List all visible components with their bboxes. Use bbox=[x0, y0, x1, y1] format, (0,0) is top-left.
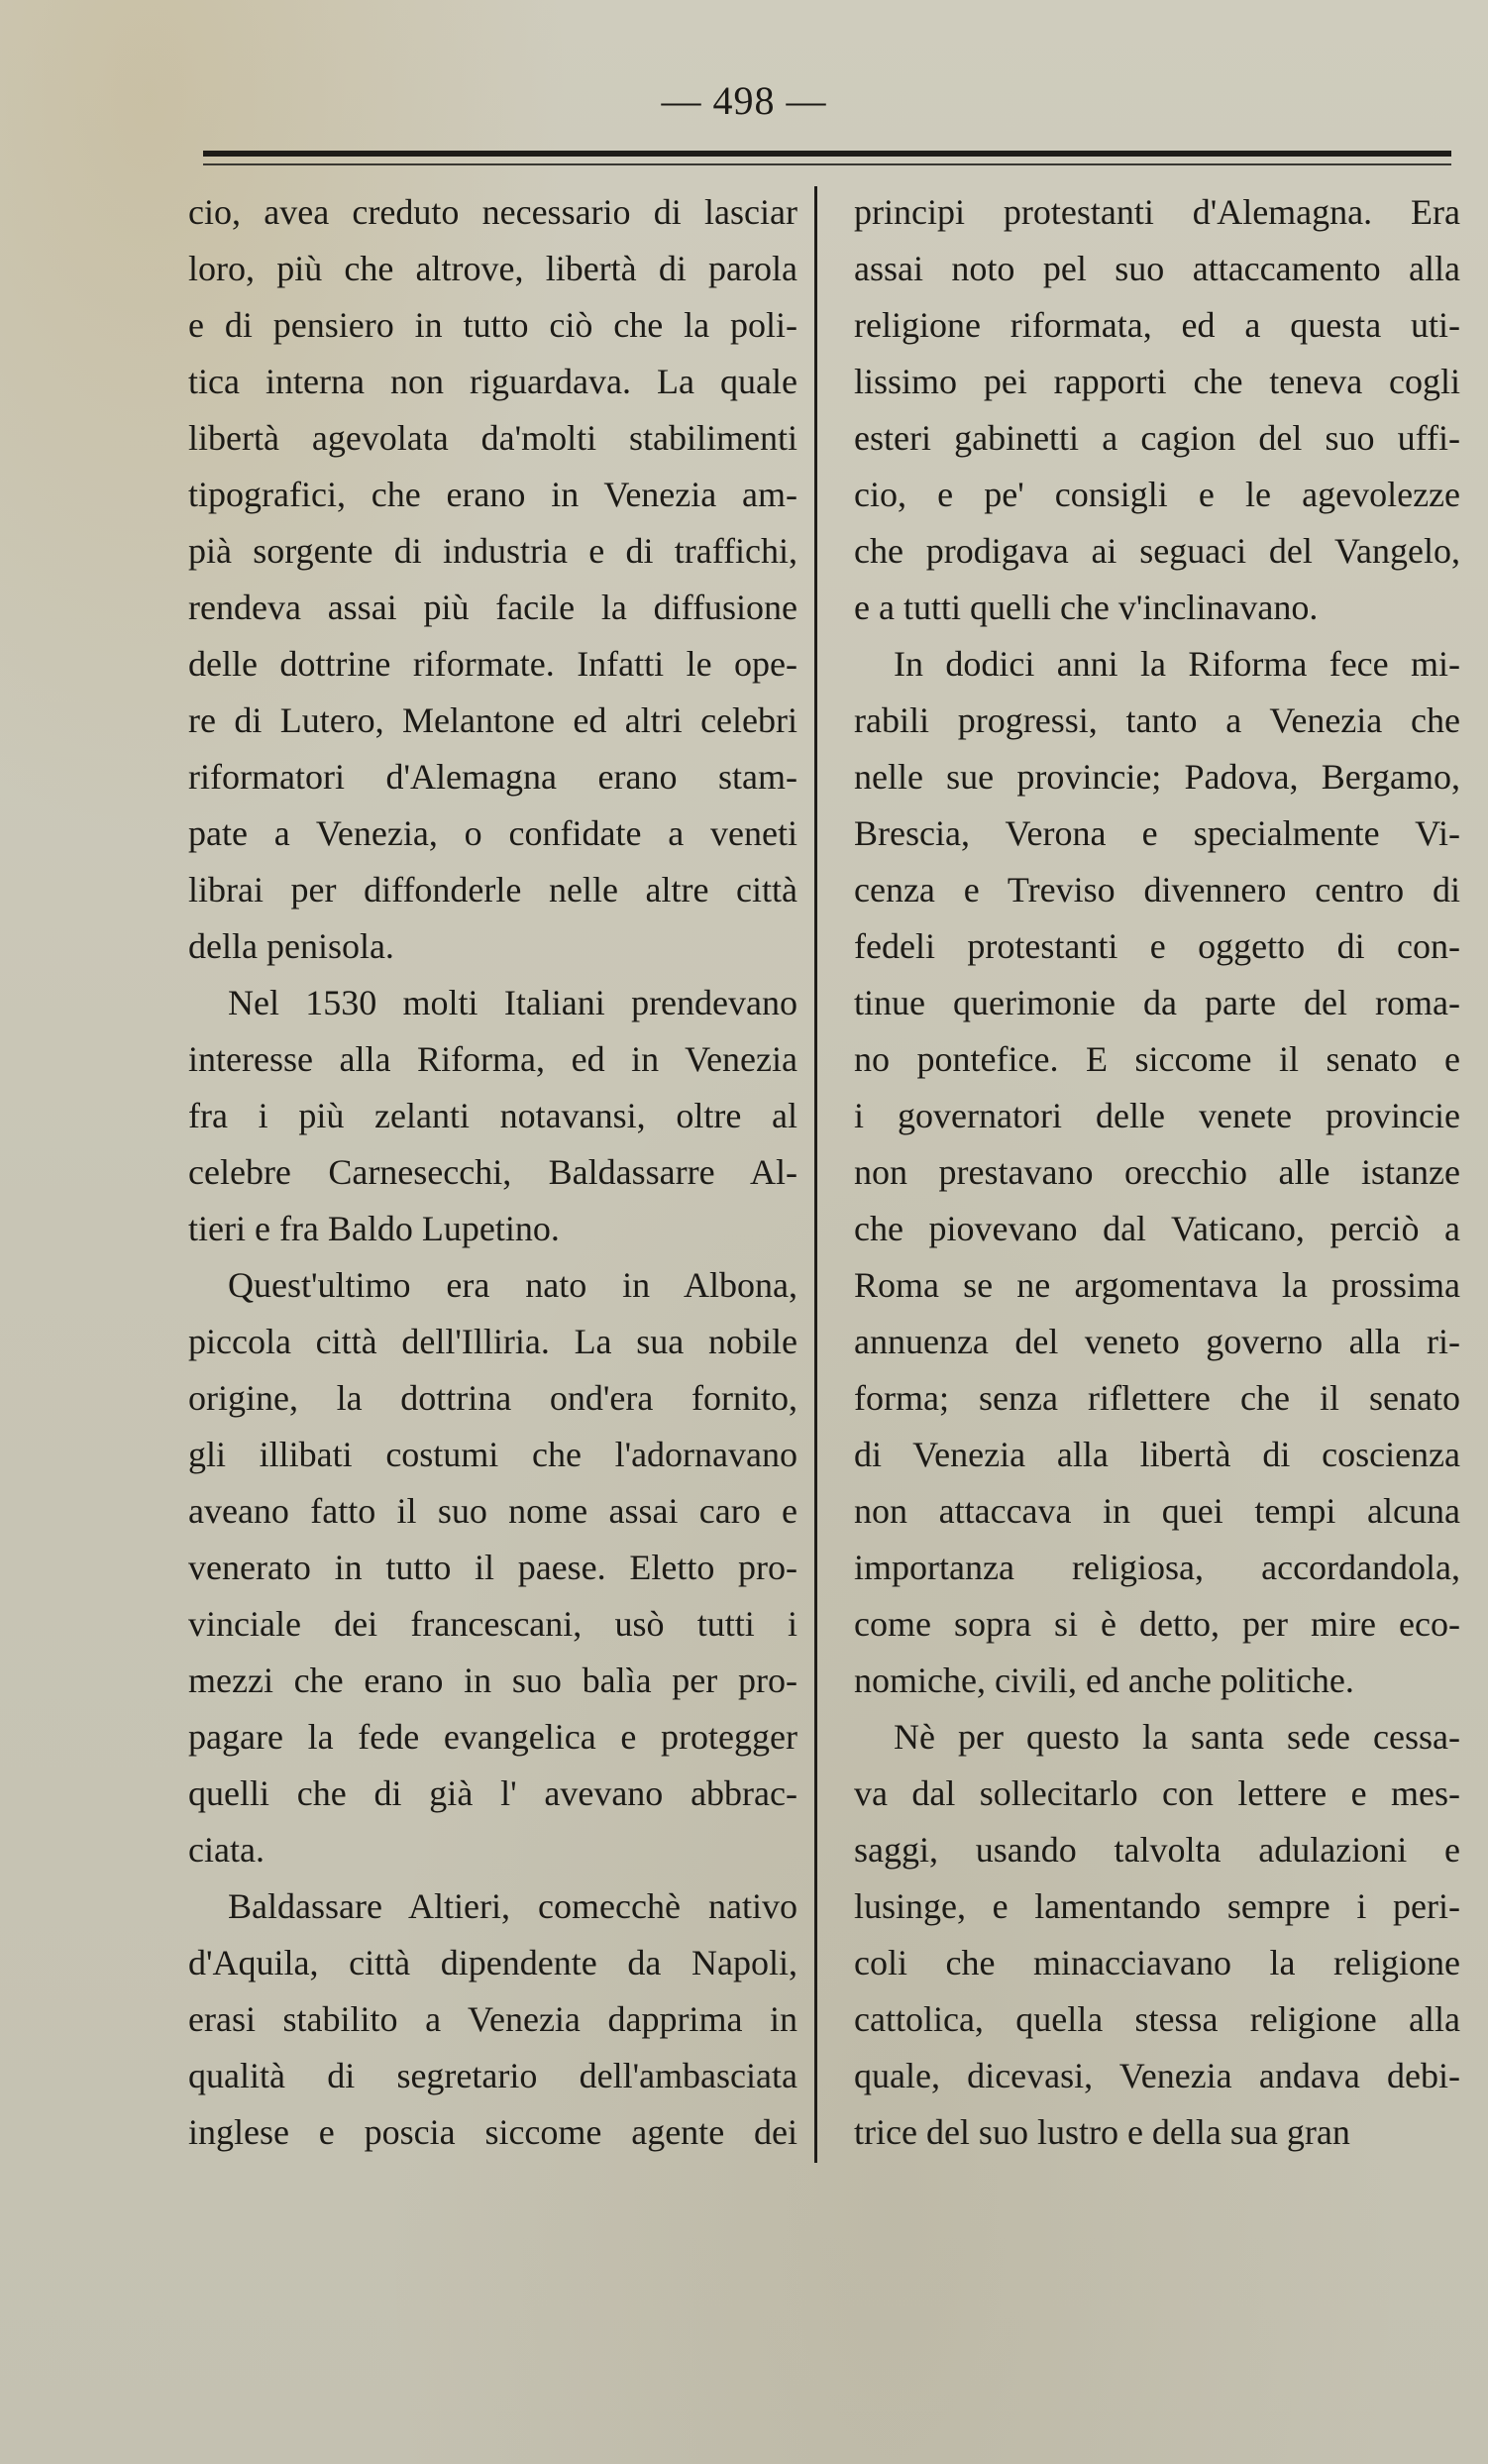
text-line: inglese e poscia siccome agente dei bbox=[188, 2112, 797, 2152]
right-column bbox=[854, 184, 1460, 2161]
text-line: pagare la fede evangelica e protegger bbox=[188, 1717, 797, 1757]
text-line: religione riformata, ed a questa uti- bbox=[854, 305, 1460, 345]
text-line: tinue querimonie da parte del roma- bbox=[854, 983, 1460, 1022]
left-column bbox=[188, 184, 797, 2161]
page-number: — 498 — bbox=[661, 78, 827, 123]
text-line: Roma se ne argomentava la prossima bbox=[854, 1265, 1460, 1305]
text-line: celebre Carnesecchi, Baldassarre Al- bbox=[188, 1152, 797, 1192]
text-line: esteri gabinetti a cagion del suo uffi- bbox=[854, 418, 1460, 458]
text-line: vinciale dei francescani, usò tutti i bbox=[188, 1604, 797, 1644]
text-line: fra i più zelanti notavansi, oltre al bbox=[188, 1096, 797, 1135]
text-line: ciata. bbox=[188, 1830, 265, 1870]
text-line: che piovevano dal Vaticano, perciò a bbox=[854, 1209, 1460, 1248]
text-line: non prestavano orecchio alle istanze bbox=[854, 1152, 1460, 1192]
text-line: gli illibati costumi che l'adornavano bbox=[188, 1435, 797, 1474]
text-line: lusinge, e lamentando sempre i peri- bbox=[854, 1886, 1460, 1926]
text-line: quelli che di già l' avevano abbrac- bbox=[188, 1773, 797, 1813]
text-line: In dodici anni la Riforma fece mi- bbox=[894, 644, 1460, 684]
text-line: qualità di segretario dell'ambasciata bbox=[188, 2056, 797, 2095]
text-line: importanza religiosa, accordandola, bbox=[854, 1548, 1460, 1587]
text-line: principi protestanti d'Alemagna. Era bbox=[854, 192, 1460, 232]
text-line: tieri e fra Baldo Lupetino. bbox=[188, 1209, 560, 1248]
text-line: come sopra si è detto, per mire eco- bbox=[854, 1604, 1460, 1644]
text-line: e di pensiero in tutto ciò che la poli- bbox=[188, 305, 797, 345]
text-line: cio, avea creduto necessario di lasciar bbox=[188, 192, 797, 232]
text-line: e a tutti quelli che v'inclinavano. bbox=[854, 588, 1319, 627]
text-line: pate a Venezia, o confidate a veneti bbox=[188, 813, 797, 853]
text-line: forma; senza riflettere che il senato bbox=[854, 1378, 1460, 1418]
text-line: origine, la dottrina ond'era fornito, bbox=[188, 1378, 797, 1418]
text-line: cio, e pe' consigli e le agevolezze bbox=[854, 475, 1460, 514]
text-line: mezzi che erano in suo balìa per pro- bbox=[188, 1661, 797, 1700]
text-line: Quest'ultimo era nato in Albona, bbox=[228, 1265, 797, 1305]
text-line: aveano fatto il suo nome assai caro e bbox=[188, 1491, 797, 1531]
text-line: i governatori delle venete provincie bbox=[854, 1096, 1460, 1135]
text-line: Brescia, Verona e specialmente Vi- bbox=[854, 813, 1460, 853]
text-line: assai noto pel suo attaccamento alla bbox=[854, 249, 1460, 288]
text-line: interesse alla Riforma, ed in Venezia bbox=[188, 1039, 797, 1079]
text-line: va dal sollecitarlo con lettere e mes- bbox=[854, 1773, 1460, 1813]
text-line: tica interna non riguardava. La quale bbox=[188, 362, 797, 401]
text-line: nelle sue provincie; Padova, Bergamo, bbox=[854, 757, 1460, 797]
text-line: coli che minacciavano la religione bbox=[854, 1943, 1460, 1982]
text-line: riformatori d'Alemagna erano stam- bbox=[188, 757, 797, 797]
text-line: rendeva assai più facile la diffusione bbox=[188, 588, 797, 627]
text-line: venerato in tutto il paese. Eletto pro- bbox=[188, 1548, 797, 1587]
header-rule bbox=[203, 151, 1451, 157]
text-line: Nel 1530 molti Italiani prendevano bbox=[228, 983, 797, 1022]
text-line: trice del suo lustro e della sua gran bbox=[854, 2112, 1350, 2152]
text-line: della penisola. bbox=[188, 926, 394, 966]
text-line: erasi stabilito a Venezia dapprima in bbox=[188, 1999, 797, 2039]
text-line: annuenza del veneto governo alla ri- bbox=[854, 1322, 1460, 1361]
text-line: librai per diffonderle nelle altre città bbox=[188, 870, 797, 910]
text-line: Baldassare Altieri, comecchè nativo bbox=[228, 1886, 797, 1926]
text-line: pià sorgente di industria e di traffichi, bbox=[188, 531, 797, 571]
text-line: loro, più che altrove, libertà di parola bbox=[188, 249, 797, 288]
text-line: rabili progressi, tanto a Venezia che bbox=[854, 700, 1460, 740]
text-line: piccola città dell'Illiria. La sua nobile bbox=[188, 1322, 797, 1361]
text-line: re di Lutero, Melantone ed altri celebri bbox=[188, 700, 797, 740]
text-line: no pontefice. E siccome il senato e bbox=[854, 1039, 1460, 1079]
text-line: fedeli protestanti e oggetto di con- bbox=[854, 926, 1460, 966]
text-line: non attaccava in quei tempi alcuna bbox=[854, 1491, 1460, 1531]
text-line: cenza e Treviso divennero centro di bbox=[854, 870, 1460, 910]
text-line: tipografici, che erano in Venezia am- bbox=[188, 475, 797, 514]
text-line: Nè per questo la santa sede cessa- bbox=[894, 1717, 1460, 1757]
header-rule-thin bbox=[203, 163, 1451, 165]
text-line: quale, dicevasi, Venezia andava debi- bbox=[854, 2056, 1460, 2095]
column-divider bbox=[814, 186, 817, 2163]
text-line: lissimo pei rapporti che teneva cogli bbox=[854, 362, 1460, 401]
text-line: cattolica, quella stessa religione alla bbox=[854, 1999, 1460, 2039]
text-line: che prodigava ai seguaci del Vangelo, bbox=[854, 531, 1460, 571]
text-line: delle dottrine riformate. Infatti le ope- bbox=[188, 644, 797, 684]
text-line: d'Aquila, città dipendente da Napoli, bbox=[188, 1943, 797, 1982]
text-line: nomiche, civili, ed anche politiche. bbox=[854, 1661, 1354, 1700]
text-line: saggi, usando talvolta adulazioni e bbox=[854, 1830, 1460, 1870]
text-line: libertà agevolata da'molti stabilimenti bbox=[188, 418, 797, 458]
text-line: di Venezia alla libertà di coscienza bbox=[854, 1435, 1460, 1474]
